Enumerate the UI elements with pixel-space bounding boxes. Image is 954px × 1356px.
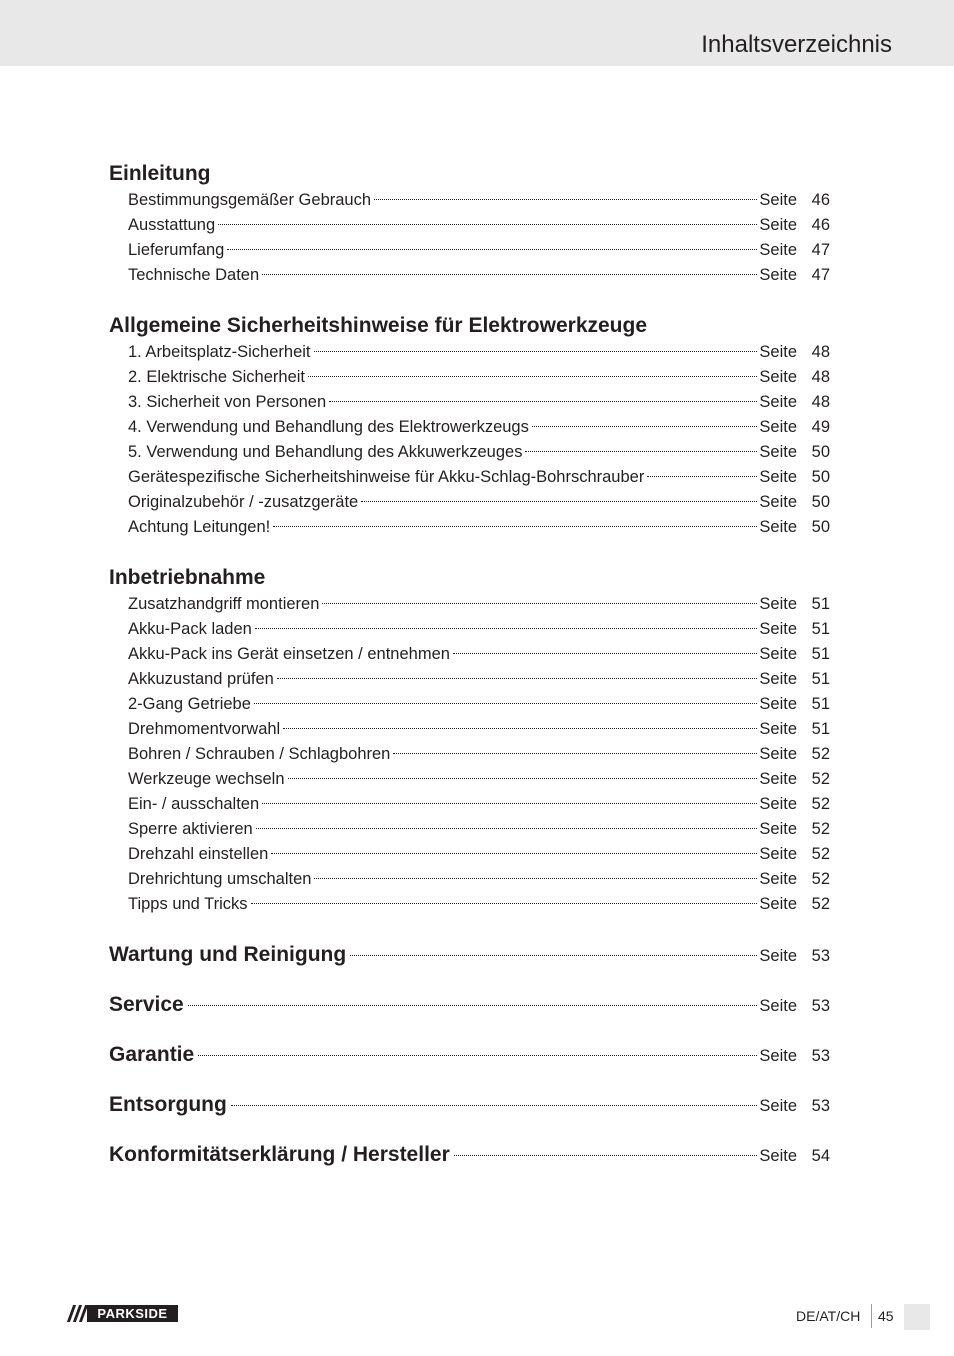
entry-seite: Seite — [759, 518, 797, 536]
entry-page-number: 51 — [811, 695, 830, 713]
entry-seite: Seite — [759, 418, 797, 436]
dot-leader — [218, 224, 757, 225]
entry-seite: Seite — [759, 645, 797, 663]
toc-entry — [109, 365, 830, 390]
entry-seite: Seite — [759, 670, 797, 688]
entry-label: Sperre aktivieren — [128, 820, 253, 838]
entry-seite: Seite — [759, 343, 797, 361]
entry-seite: Seite — [759, 1097, 797, 1115]
footer-tab-box — [904, 1304, 930, 1330]
toc-section — [109, 160, 830, 288]
dot-leader — [271, 853, 757, 854]
section-heading: Service — [109, 993, 184, 1016]
toc-entry — [109, 617, 830, 642]
dot-leader — [350, 955, 757, 956]
section-heading: Allgemeine Sicherheitshinweise für Elektrowerkzeuge — [109, 314, 648, 337]
toc-top-entry — [109, 1141, 830, 1169]
entry-seite: Seite — [759, 368, 797, 386]
entry-label: Achtung Leitungen! — [128, 518, 271, 536]
toc-entry — [109, 717, 830, 742]
toc-entry — [109, 440, 830, 465]
entry-page-number: 54 — [811, 1147, 830, 1165]
entry-page-number: 50 — [811, 493, 830, 511]
entry-seite: Seite — [759, 266, 797, 284]
entry-label: 3. Sicherheit von Personen — [128, 393, 327, 411]
entry-page-number: 48 — [811, 393, 830, 411]
entry-seite: Seite — [759, 695, 797, 713]
entry-label: 2-Gang Getriebe — [128, 695, 251, 713]
section-heading: Einleitung — [109, 162, 211, 185]
table-of-contents — [109, 160, 830, 1191]
dot-leader — [283, 728, 757, 729]
dot-leader — [262, 803, 757, 804]
toc-top-sections — [109, 941, 830, 1169]
section-heading: Wartung und Reinigung — [109, 943, 347, 966]
entry-label: 1. Arbeitsplatz-Sicherheit — [128, 343, 311, 361]
entry-page-number: 53 — [811, 1097, 830, 1115]
dot-leader — [314, 878, 757, 879]
toc-entry — [109, 892, 830, 917]
entry-page-number: 51 — [811, 645, 830, 663]
entry-page-number: 51 — [811, 595, 830, 613]
dot-leader — [329, 401, 757, 402]
footer-page-number: 45 — [878, 1308, 894, 1324]
entry-label: Drehmomentvorwahl — [128, 720, 281, 738]
entry-page-number: 53 — [811, 997, 830, 1015]
entry-seite: Seite — [759, 468, 797, 486]
entry-page-number: 52 — [811, 845, 830, 863]
entry-page-number: 52 — [811, 870, 830, 888]
entry-label: 4. Verwendung und Behandlung des Elektrowerkzeugs — [128, 418, 529, 436]
entry-page-number: 53 — [811, 1047, 830, 1065]
entry-page-number: 51 — [811, 620, 830, 638]
toc-entry — [109, 515, 830, 540]
entry-seite: Seite — [759, 770, 797, 788]
parkside-logo — [67, 1305, 178, 1322]
toc-entry — [109, 390, 830, 415]
toc-entry — [109, 263, 830, 288]
entry-seite: Seite — [759, 620, 797, 638]
section-heading: Garantie — [109, 1043, 195, 1066]
entry-label: Originalzubehör / -zusatzgeräte — [128, 493, 359, 511]
entry-seite: Seite — [759, 191, 797, 209]
entry-seite: Seite — [759, 1147, 797, 1165]
section-heading: Inbetriebnahme — [109, 566, 266, 589]
entry-label: Ein- / ausschalten — [128, 795, 260, 813]
footer-divider — [871, 1304, 872, 1328]
entry-label: Werkzeuge wechseln — [128, 770, 285, 788]
entry-seite: Seite — [759, 595, 797, 613]
dot-leader — [227, 249, 757, 250]
dot-leader — [361, 501, 757, 502]
entry-label: Akkuzustand prüfen — [128, 670, 274, 688]
dot-leader — [288, 778, 758, 779]
entry-page-number: 50 — [811, 468, 830, 486]
dot-leader — [231, 1105, 758, 1106]
toc-entry — [109, 213, 830, 238]
section-heading: Konformitätserklärung / Hersteller — [109, 1143, 450, 1166]
entry-label: Tipps und Tricks — [128, 895, 248, 913]
entry-page-number: 48 — [811, 368, 830, 386]
entry-seite: Seite — [759, 870, 797, 888]
dot-leader — [374, 199, 757, 200]
entry-seite: Seite — [759, 241, 797, 259]
entry-page-number: 52 — [811, 745, 830, 763]
entry-label: 2. Elektrische Sicherheit — [128, 368, 305, 386]
entry-page-number: 49 — [811, 418, 830, 436]
toc-entry — [109, 867, 830, 892]
entry-seite: Seite — [759, 795, 797, 813]
toc-entry — [109, 415, 830, 440]
toc-entry — [109, 842, 830, 867]
entry-label: Bohren / Schrauben / Schlagbohren — [128, 745, 391, 763]
entry-page-number: 48 — [811, 343, 830, 361]
entry-seite: Seite — [759, 443, 797, 461]
entry-page-number: 51 — [811, 720, 830, 738]
entry-label: Technische Daten — [128, 266, 260, 284]
toc-top-entry — [109, 941, 830, 969]
entry-label: Zusatzhandgriff montieren — [128, 595, 320, 613]
dot-leader — [251, 903, 758, 904]
entry-seite: Seite — [759, 947, 797, 965]
toc-entry — [109, 742, 830, 767]
toc-entry — [109, 188, 830, 213]
entry-label: Lieferumfang — [128, 241, 225, 259]
entry-seite: Seite — [759, 895, 797, 913]
brand-name: PARKSIDE — [87, 1305, 178, 1322]
entry-seite: Seite — [759, 997, 797, 1015]
dot-leader — [273, 526, 757, 527]
entry-seite: Seite — [759, 393, 797, 411]
toc-entry — [109, 592, 830, 617]
entry-seite: Seite — [759, 845, 797, 863]
toc-entry — [109, 792, 830, 817]
entry-seite: Seite — [759, 493, 797, 511]
entry-page-number: 51 — [811, 670, 830, 688]
section-heading: Entsorgung — [109, 1093, 227, 1116]
toc-section — [109, 564, 830, 917]
entry-seite: Seite — [759, 720, 797, 738]
dot-leader — [647, 476, 757, 477]
toc-entry — [109, 767, 830, 792]
entry-page-number: 46 — [811, 216, 830, 234]
dot-leader — [254, 703, 757, 704]
entry-label: Akku-Pack ins Gerät einsetzen / entnehmen — [128, 645, 450, 663]
entry-page-number: 53 — [811, 947, 830, 965]
entry-seite: Seite — [759, 820, 797, 838]
toc-entry — [109, 340, 830, 365]
dot-leader — [322, 603, 757, 604]
entry-label: Ausstattung — [128, 216, 216, 234]
entry-label: Drehzahl einstellen — [128, 845, 269, 863]
entry-page-number: 50 — [811, 443, 830, 461]
dot-leader — [314, 351, 758, 352]
toc-sections — [109, 160, 830, 917]
dot-leader — [277, 678, 758, 679]
dot-leader — [262, 274, 757, 275]
entry-seite: Seite — [759, 1047, 797, 1065]
toc-entry — [109, 667, 830, 692]
entry-page-number: 52 — [811, 820, 830, 838]
dot-leader — [256, 828, 758, 829]
toc-entry — [109, 692, 830, 717]
dot-leader — [454, 1155, 758, 1156]
entry-label: Drehrichtung umschalten — [128, 870, 312, 888]
toc-top-entry — [109, 1091, 830, 1119]
entry-seite: Seite — [759, 745, 797, 763]
entry-label: Gerätespezifische Sicherheitshinweise für Akku-Schlag-Bohrschrauber — [128, 468, 645, 486]
toc-entry — [109, 465, 830, 490]
entry-page-number: 52 — [811, 770, 830, 788]
dot-leader — [308, 376, 757, 377]
entry-label: 5. Verwendung und Behandlung des Akkuwerkzeuges — [128, 443, 523, 461]
footer-locale: DE/AT/CH — [796, 1308, 861, 1324]
toc-entry — [109, 238, 830, 263]
logo-slashes-icon — [67, 1305, 87, 1322]
entry-page-number: 52 — [811, 895, 830, 913]
toc-top-entry — [109, 1041, 830, 1069]
entry-label: Bestimmungsgemäßer Gebrauch — [128, 191, 372, 209]
toc-entry — [109, 642, 830, 667]
dot-leader — [532, 426, 758, 427]
toc-entry — [109, 490, 830, 515]
dot-leader — [255, 628, 758, 629]
entry-page-number: 50 — [811, 518, 830, 536]
toc-section — [109, 312, 830, 540]
page-title: Inhaltsverzeichnis — [701, 31, 892, 58]
entry-page-number: 52 — [811, 795, 830, 813]
entry-page-number: 47 — [811, 266, 830, 284]
dot-leader — [198, 1055, 757, 1056]
entry-seite: Seite — [759, 216, 797, 234]
toc-entry — [109, 817, 830, 842]
entry-label: Akku-Pack laden — [128, 620, 252, 638]
dot-leader — [188, 1005, 758, 1006]
toc-top-entry — [109, 991, 830, 1019]
entry-page-number: 47 — [811, 241, 830, 259]
dot-leader — [453, 653, 757, 654]
dot-leader — [393, 753, 757, 754]
dot-leader — [525, 451, 757, 452]
entry-page-number: 46 — [811, 191, 830, 209]
